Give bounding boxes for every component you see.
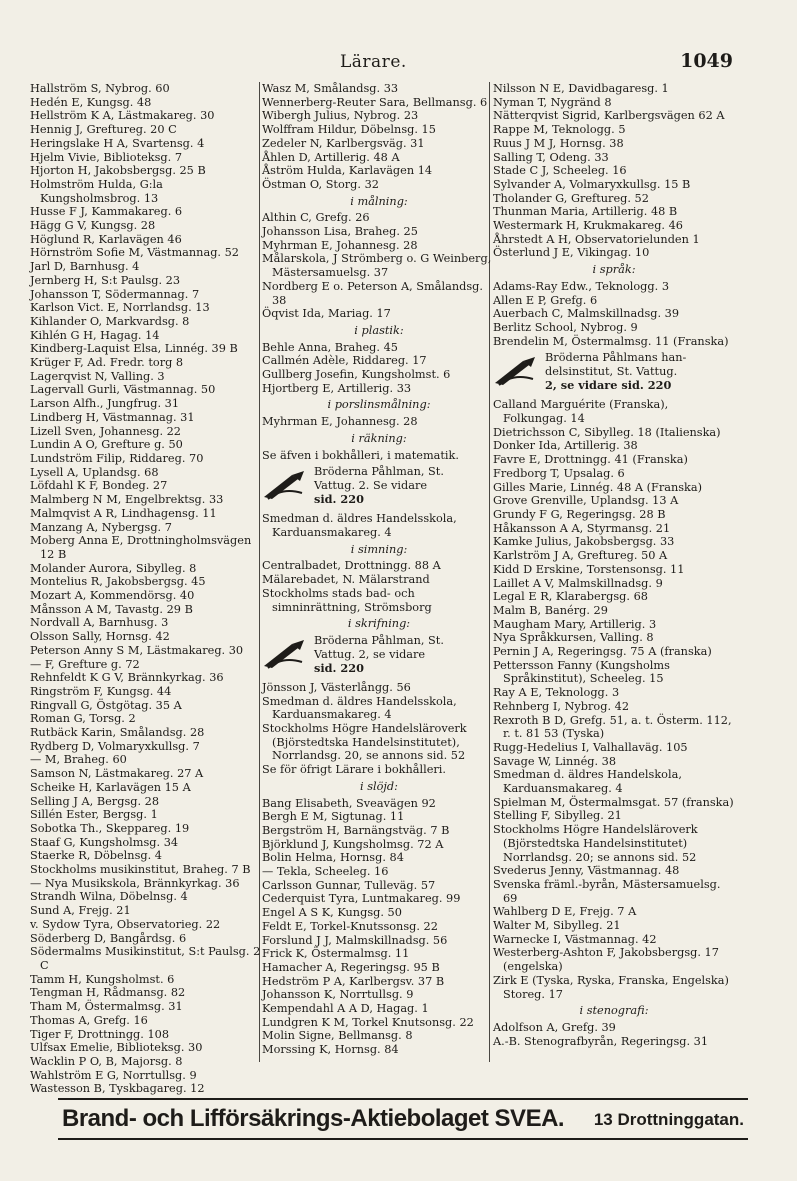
directory-entry: Rehnberg I, Nybrog. 42 <box>493 699 630 713</box>
directory-entry: Kihlander O, Markvardsg. 8 <box>30 314 190 328</box>
directory-entry: Nordvall A, Barnhusg. 3 <box>30 616 169 630</box>
directory-entry: Johansson Lisa, Braheg. 25 <box>262 225 418 239</box>
directory-entry: Warnecke I, Västmannag. 42 <box>493 932 657 946</box>
directory-entry: Auerbach C, Malmskillnadsg. 39 <box>493 307 680 321</box>
directory-entry: Roman G, Torsg. 2 <box>30 712 136 726</box>
see-also-reference: Se äfven i bokhålleri, i matematik. <box>262 448 459 462</box>
directory-entry: Sobotka Th., Skeppareg. 19 <box>30 821 190 835</box>
directory-entry: Malm B, Banérg. 29 <box>493 603 608 617</box>
directory-entry: Kamke Julius, Jakobsbergsg. 33 <box>493 535 675 549</box>
directory-entry: Mozart A, Kommendörsg. 40 <box>30 589 195 603</box>
directory-entry: Håkansson A A, Styrmansg. 21 <box>493 521 671 535</box>
directory-entry: Åhlen D, Artillerig. 48 A <box>262 150 400 164</box>
directory-entry: Hellström K A, Lästmakareg. 30 <box>30 109 215 123</box>
directory-entry: Tham M, Östermalmsg. 31 <box>30 1000 183 1014</box>
directory-entry: Wasz M, Smålandsg. 33 <box>262 82 399 95</box>
directory-entry: Stockholms stads bad- och simninrättning, Strömsborg <box>262 586 432 614</box>
directory-entry: Brendelin M, Östermalmsg. 11 (Franska) <box>493 334 729 348</box>
directory-entry: Carlsson Gunnar, Tulleväg. 57 <box>262 878 436 892</box>
directory-entry: Moberg Anna E, Drottningholmsvägen 12 B <box>30 534 252 561</box>
directory-entry: Svederus Jenny, Västmannag. 48 <box>493 864 680 878</box>
directory-entry: Mälarebadet, N. Mälarstrand <box>262 573 430 587</box>
directory-entry: Nordberg E o. Peterson A, Smålandsg. 38 <box>262 279 483 307</box>
footer-advert <box>58 1098 748 1140</box>
directory-entry: Nilsson N E, Davidbagaresg. 1 <box>493 82 669 95</box>
directory-entry: Hedström P A, Karlbergsv. 37 B <box>262 974 445 988</box>
directory-entry: Månsson A M, Tavastg. 29 B <box>30 602 193 616</box>
col2-malning-list <box>262 211 496 321</box>
directory-entry: Tiger F, Drottningg. 108 <box>30 1027 170 1041</box>
directory-entry: Fredborg T, Upsalag. 6 <box>493 466 625 480</box>
directory-entry: Löfdahl K F, Bondeg. 27 <box>30 479 168 493</box>
directory-entry: A.-B. Stenografbyrån, Regeringsg. 31 <box>493 1034 709 1048</box>
directory-entry: Karlson Vict. E, Norrlandsg. 13 <box>30 301 210 315</box>
directory-entry: Adolfson A, Grefg. 39 <box>493 1021 616 1034</box>
directory-entry: Gilles Marie, Linnég. 48 A (Franska) <box>493 480 703 494</box>
directory-entry: Stelling F, Sibylleg. 21 <box>493 809 622 823</box>
section-heading-slojd: i slöjd: <box>360 779 398 793</box>
directory-entry: Wibergh Julius, Nybrog. 23 <box>262 109 419 123</box>
directory-entry: Jernberg H, S:t Paulsg. 23 <box>30 273 181 287</box>
directory-entry: Söderberg D, Bangårdsg. 6 <box>30 931 187 945</box>
directory-entry: Selling J A, Bergsg. 28 <box>30 794 160 808</box>
section-heading-stenografi: i stenografi: <box>579 1004 649 1018</box>
directory-entry: Molin Signe, Bellmansg. 8 <box>262 1029 413 1043</box>
directory-entry: Thunman Maria, Artillerig. 48 B <box>493 205 678 219</box>
directory-entry: Forslund J J, Malmskillnadsg. 56 <box>262 933 448 947</box>
section-heading-plastik: i plastik: <box>354 323 404 337</box>
directory-entry: Ringvall G, Östgötag. 35 A <box>30 698 182 712</box>
directory-entry: Hennig J, Greftureg. 20 C <box>30 123 177 137</box>
directory-entry: Allen E P, Grefg. 6 <box>493 293 598 307</box>
section-heading-malning: i målning: <box>350 194 408 208</box>
directory-entry: Westerberg-Ashton F, Jakobsbergsg. 17 (engelska) <box>493 946 719 974</box>
directory-entry: Södermalms Musikinstitut, S:t Paulsg. 2 C <box>30 945 261 972</box>
directory-entry: Walter M, Sibylleg. 21 <box>493 919 621 933</box>
advert-line-3: 2, se vidare sid. 220 <box>545 378 672 393</box>
directory-entry: Malmberg N M, Engelbrektsg. 33 <box>30 493 224 507</box>
directory-entry: Sund A, Frejg. 21 <box>30 904 131 918</box>
directory-entry: Laillet A V, Malmskillnadsg. 9 <box>493 576 663 590</box>
col2-rakning-list <box>262 512 496 539</box>
directory-entry: Nätterqvist Sigrid, Karlbergsvägen 62 A <box>493 109 725 123</box>
advert-line-3: sid. 220 <box>314 660 364 675</box>
advert-line-1: Bröderna Påhlmans han- <box>545 351 687 365</box>
directory-entry: Rugg-Hedelius I, Valhallaväg. 105 <box>493 740 688 754</box>
directory-entry: Donker Ida, Artillerig. 38 <box>493 439 638 453</box>
directory-entry: Staerke R, Döbelnsg. 4 <box>30 849 162 863</box>
directory-entry: Adams-Ray Edw., Teknologg. 3 <box>493 279 670 293</box>
directory-entry: Malmqvist A R, Lindhagensg. 11 <box>30 506 217 520</box>
directory-entry: Ruus J M J, Hornsg. 38 <box>493 136 624 150</box>
directory-entry: Öqvist Ida, Mariag. 17 <box>262 307 391 321</box>
directory-entry: Westermark H, Krukmakareg. 46 <box>493 219 683 233</box>
directory-entry: Stockholms Högre Handelsläroverk (Björstedtska Handelsinstitutet) Norrlandsg. 20; se annons sid. 52 <box>493 823 698 864</box>
directory-entry: Rexroth B D, Grefg. 51, a. t. Österm. 112, r. t. 81 53 (Tyska) <box>493 713 732 741</box>
section-heading-rakning: i räkning: <box>351 431 407 445</box>
directory-entry: Hallström S, Nybrog. 60 <box>30 82 170 95</box>
directory-entry: Bergh E M, Sigtunag. 11 <box>262 810 405 824</box>
advert-pahlman-3 <box>493 351 735 395</box>
directory-entry: Lundgren K M, Torkel Knutsonsg. 22 <box>262 1015 474 1029</box>
directory-entry: Lundström Filip, Riddareg. 70 <box>30 451 204 465</box>
directory-entry: Gullberg Josefin, Kungsholmst. 6 <box>262 368 451 382</box>
directory-entry: Scheike H, Karlavägen 15 A <box>30 780 191 794</box>
directory-entry: Bang Elisabeth, Sveavägen 92 <box>262 796 436 810</box>
footer-address: 13 Drottninggatan. <box>593 1110 744 1129</box>
directory-entry: Hörnström Sofie M, Västmannag. 52 <box>30 246 239 260</box>
directory-entry: Althin C, Grefg. 26 <box>262 211 370 225</box>
directory-entry: Östman O, Storg. 32 <box>262 177 379 191</box>
directory-entry: Engel A S K, Kungsg. 50 <box>262 906 402 920</box>
section-heading-skrifning: i skrifning: <box>347 617 411 631</box>
directory-entry: Pettersson Fanny (Kungsholms Språkinstitut), Scheeleg. 15 <box>493 658 670 686</box>
directory-entry: Karlström J A, Greftureg. 50 A <box>493 549 668 563</box>
footer-company: Brand- och Lifförsäkrings-Aktiebolaget SVEA. <box>62 1105 565 1132</box>
directory-entry: Husse F J, Kammakareg. 6 <box>30 205 183 219</box>
directory-entry: Spielman M, Östermalmsgat. 57 (franska) <box>493 795 734 809</box>
page-title: Lärare. <box>340 52 407 72</box>
directory-entry: Tamm H, Kungsholmst. 6 <box>30 972 175 986</box>
directory-entry: Wacklin P O, B, Majorsg. 8 <box>30 1054 183 1068</box>
directory-entry: Frick K, Östermalmsg. 11 <box>262 947 410 961</box>
directory-entry: Behle Anna, Braheg. 45 <box>262 340 398 354</box>
directory-entry: — Tekla, Scheeleg. 16 <box>262 865 389 879</box>
col2-top-list <box>262 82 496 192</box>
directory-entry: Cederquist Tyra, Luntmakareg. 99 <box>262 892 461 906</box>
directory-entry: Bergström H, Barnängstväg. 7 B <box>262 823 450 837</box>
page-number: 1049 <box>680 50 733 72</box>
directory-entry: Dietrichsson C, Sibylleg. 18 (Italienska) <box>493 425 721 439</box>
col3-sprak-list-b <box>493 398 735 1001</box>
directory-entry: Maugham Mary, Artillerig. 3 <box>493 617 657 631</box>
directory-entry: Ray A E, Teknologg. 3 <box>493 686 620 700</box>
advert-line-1: Bröderna Påhlman, St. <box>314 633 444 647</box>
column-3 <box>493 82 735 1048</box>
directory-entry: Wahlström E G, Norrtullsg. 9 <box>30 1068 197 1082</box>
directory-entry: Målarskola, J Strömberg o. G Weinberg, Mästersamuelsg. 37 <box>262 252 492 280</box>
directory-entry: Legal E R, Klarabergsg. 68 <box>493 590 648 604</box>
directory-entry: Calland Marguérite (Franska), Folkungag. 14 <box>493 398 669 426</box>
col2-skrifning-list <box>262 681 496 777</box>
directory-entry: Myhrman E, Johannesg. 28 <box>262 238 418 252</box>
col3-steno-list <box>493 1021 735 1048</box>
advert-line-2: Vattug. 2. Se vidare <box>314 479 428 493</box>
directory-entry: Lagerqvist N, Valling. 3 <box>30 369 165 383</box>
writing-hand-icon <box>262 638 308 670</box>
advert-pahlman-2 <box>262 634 496 678</box>
directory-entry: Rutbäck Karin, Smålandsg. 28 <box>30 726 205 740</box>
directory-entry: Hjelm Vivie, Biblioteksg. 7 <box>30 150 183 164</box>
directory-entry: Wolffram Hildur, Döbelnsg. 15 <box>262 123 436 137</box>
directory-entry: Myhrman E, Johannesg. 28 <box>262 415 418 429</box>
advert-line-2: delsinstitut, St. Vattug. <box>545 365 678 379</box>
directory-entry: Stockholms musikinstitut, Braheg. 7 B <box>30 863 251 877</box>
writing-hand-icon <box>493 355 539 387</box>
directory-entry: — F, Grefture g. 72 <box>30 657 140 671</box>
directory-entry: Ulfsax Emelie, Biblioteksg. 30 <box>30 1041 203 1055</box>
directory-entry: Samson N, Lästmakareg. 27 A <box>30 767 204 781</box>
advert-pahlman-1 <box>262 465 496 509</box>
directory-entry: Smedman d. äldres Handelsskola, Karduansmakareg. 4 <box>262 512 457 539</box>
directory-entry: Sylvander A, Volmaryxkullsg. 15 B <box>493 177 691 191</box>
directory-entry: Krüger F, Ad. Fredr. torg 8 <box>30 356 184 370</box>
directory-entry: Jarl D, Barnhusg. 4 <box>30 260 140 274</box>
directory-entry: Savage W, Linnég. 38 <box>493 754 617 768</box>
advert-line-2: Vattug. 2, se vidare <box>314 647 426 661</box>
col2-simning-list <box>262 559 496 614</box>
directory-entry: Hjortberg E, Artillerig. 33 <box>262 381 412 395</box>
col2-plastik-list <box>262 341 496 396</box>
directory-entry: Nya Språkkursen, Valling. 8 <box>493 631 654 645</box>
col3-top-list <box>493 82 735 260</box>
directory-entry: Ringström F, Kungsg. 44 <box>30 684 172 698</box>
directory-entry: Kempendahl A A D, Hagag. 1 <box>262 1002 429 1016</box>
directory-entry: Smedman d. äldres Handelskola, Karduansmakareg. 4 <box>493 768 682 796</box>
directory-entry: Manzang A, Nybergsg. 7 <box>30 520 172 534</box>
directory-entry: Svenska främl.-byrån, Mästersamuelsg. 69 <box>493 877 721 905</box>
directory-entry: Larson Alfh., Jungfrug. 31 <box>30 397 180 411</box>
directory-entry: Kihlén G H, Hagag. 14 <box>30 328 160 342</box>
col3-sprak-list-a <box>493 280 735 349</box>
directory-entry: Callmén Adèle, Riddareg. 17 <box>262 354 427 368</box>
directory-entry: Stade C J, Scheeleg. 16 <box>493 164 627 178</box>
directory-entry: Zirk E (Tyska, Ryska, Franska, Engelska) Storeg. 17 <box>493 973 729 1001</box>
directory-entry: Hägg G V, Kungsg. 28 <box>30 219 156 233</box>
directory-entry: Lysell A, Uplandsg. 68 <box>30 465 159 479</box>
directory-entry: Centralbadet, Drottningg. 88 A <box>262 559 441 573</box>
directory-entry: v. Sydow Tyra, Observatorieg. 22 <box>30 917 221 931</box>
directory-entry: Tholander G, Greftureg. 52 <box>493 191 649 205</box>
directory-entry: Se för öfrigt Lärare i bokhålleri. <box>262 763 447 777</box>
writing-hand-icon <box>262 469 308 501</box>
col2-slojd-list <box>262 797 496 1057</box>
directory-entry: Morssing K, Hornsg. 84 <box>262 1043 399 1057</box>
directory-entry: Heringslake H A, Svartensg. 4 <box>30 136 205 150</box>
page-header <box>0 50 797 74</box>
directory-entry: Hedén E, Kungsg. 48 <box>30 95 152 109</box>
directory-entry: Pernin J A, Regeringsg. 75 A (franska) <box>493 645 712 659</box>
advert-line-1: Bröderna Påhlman, St. <box>314 465 444 479</box>
section-heading-simning: i simning: <box>350 542 408 556</box>
directory-entry: Stockholms Högre Handelsläroverk (Björstedtska Handelsinstitutet), Norrlandsg. 20, se annons sid. 52 <box>262 722 467 763</box>
directory-entry: Peterson Anny S M, Lästmakareg. 30 <box>30 643 244 657</box>
directory-entry: Rappe M, Teknologg. 5 <box>493 123 626 137</box>
directory-entry: Kidd D Erskine, Torstensonsg. 11 <box>493 562 685 576</box>
directory-entry: Zedeler N, Karlbergsväg. 31 <box>262 136 425 150</box>
directory-entry: Tengman H, Rådmansg. 82 <box>30 986 186 1000</box>
directory-entry: Björklund J, Kungsholmsg. 72 A <box>262 837 444 851</box>
section-heading-sprak: i språk: <box>592 263 636 277</box>
directory-entry: Grove Grenville, Uplandsg. 13 A <box>493 494 679 508</box>
directory-entry: Molander Aurora, Sibylleg. 8 <box>30 561 197 575</box>
directory-entry: Bolin Helma, Hornsg. 84 <box>262 851 404 865</box>
directory-entry: Strandh Wilna, Döbelnsg. 4 <box>30 890 188 904</box>
directory-entry: Wennerberg-Reuter Sara, Bellmansg. 6 <box>262 95 488 109</box>
column-1 <box>30 82 262 1096</box>
advert-line-3: sid. 220 <box>314 492 364 507</box>
directory-entry: Johansson T, Södermannag. 7 <box>30 287 200 301</box>
directory-entry: Salling T, Odeng. 33 <box>493 150 609 164</box>
directory-entry: Åhrstedt A H, Observatorielunden 1 <box>493 232 700 246</box>
directory-entry: Åström Hulda, Karlavägen 14 <box>262 164 433 178</box>
directory-entry: Lizell Sven, Johannesg. 22 <box>30 424 181 438</box>
directory-entry: Feldt E, Torkel-Knutssonsg. 22 <box>262 919 438 933</box>
directory-entry: — M, Braheg. 60 <box>30 753 127 767</box>
directory-entry: Johansson K, Norrtullsg. 9 <box>262 988 414 1002</box>
directory-entry: Montelius R, Jakobsbergsg. 45 <box>30 575 206 589</box>
directory-entry: — Nya Musikskola, Brännkyrkag. 36 <box>30 876 240 890</box>
directory-entry: Olsson Sally, Hornsg. 42 <box>30 630 170 644</box>
directory-entry: Hjorton H, Jakobsbergsg. 25 B <box>30 164 206 178</box>
column-2 <box>262 82 496 1057</box>
directory-entry: Rehnfeldt K G V, Brännkyrkag. 36 <box>30 671 224 685</box>
directory-entry: Jönsson J, Västerlångg. 56 <box>262 680 411 694</box>
directory-entry: Rydberg D, Volmaryxkullsg. 7 <box>30 739 200 753</box>
directory-entry: Staaf G, Kungsholmsg. 34 <box>30 835 179 849</box>
section-heading-porslin: i porslinsmålning: <box>327 398 431 412</box>
directory-entry: Österlund J E, Vikingag. 10 <box>493 246 650 260</box>
directory-entry: Hamacher A, Regeringsg. 95 B <box>262 960 440 974</box>
directory-entry: Favre E, Drottningg. 41 (Franska) <box>493 453 688 467</box>
directory-entry: Höglund R, Karlavägen 46 <box>30 232 182 246</box>
directory-entry: Wastesson B, Tyskbagareg. 12 <box>30 1082 205 1096</box>
directory-entry: Thomas A, Grefg. 16 <box>30 1013 148 1027</box>
directory-entry: Grundy F G, Regeringsg. 28 B <box>493 507 666 521</box>
directory-entry: Lundin A O, Grefture g. 50 <box>30 438 183 452</box>
directory-entry: Berlitz School, Nybrog. 9 <box>493 320 638 334</box>
directory-entry: Lindberg H, Västmannag. 31 <box>30 410 195 424</box>
directory-entry: Smedman d. äldres Handelsskola, Karduansmakareg. 4 <box>262 694 457 722</box>
directory-entry: Wahlberg D E, Frejg. 7 A <box>493 905 637 919</box>
directory-entry: Kindberg-Laquist Elsa, Linnég. 39 B <box>30 342 238 356</box>
col2-porslin-list <box>262 415 496 429</box>
directory-entry: Holmström Hulda, G:la Kungsholmsbrog. 13 <box>30 177 163 205</box>
directory-entry: Lagervall Gurli, Västmannag. 50 <box>30 383 216 397</box>
directory-entry: Sillén Ester, Bergsg. 1 <box>30 808 158 822</box>
directory-entry: Nyman T, Nygränd 8 <box>493 95 612 109</box>
